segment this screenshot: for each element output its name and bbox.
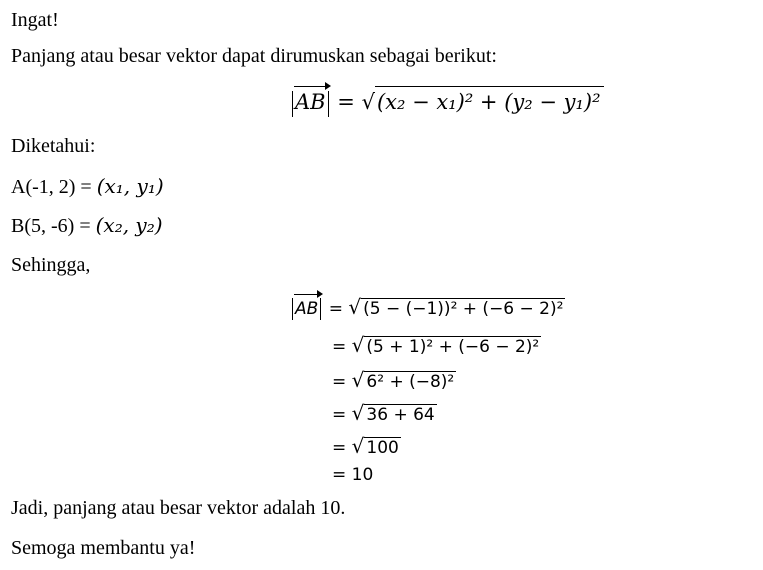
point-b-line [11, 213, 163, 238]
closing: Semoga membantu ya! [11, 537, 196, 559]
calc-step-3: = √ 6² + (−8)² [332, 368, 455, 392]
point-a-coords: (x₁, y₁) [96, 174, 164, 198]
vector-ab-label: AB [295, 87, 326, 117]
point-b-coords: (x₂, y₂) [95, 213, 163, 237]
so-label: Sehingga, [11, 254, 91, 276]
calc-step-1: AB = √ (5 − (−1))² + (−6 − 2)² [290, 292, 565, 324]
point-b-text: B(5, -6) = [11, 215, 91, 237]
intro-sentence: Panjang atau besar vektor dapat dirumuskan sebagai berikut: [11, 45, 497, 67]
point-a-text: A(-1, 2) = [11, 176, 92, 198]
point-a-line [11, 174, 164, 199]
calc-step-5: = √ 100 [332, 434, 399, 458]
calc-step-4: = √ 36 + 64 [332, 401, 435, 425]
calc-vector-ab: AB [295, 294, 318, 324]
given-label: Diketahui: [11, 135, 96, 157]
formula-radicand: (x₂ − x₁)² + (y₂ − y₁)² [375, 86, 604, 117]
conclusion: Jadi, panjang atau besar vektor adalah 10. [11, 497, 346, 519]
heading-ingat: Ingat! [11, 9, 59, 31]
calc-step-6: = 10 [332, 465, 374, 485]
calc-step-2: = √ (5 + 1)² + (−6 − 2)² [332, 333, 540, 357]
vector-length-formula: AB = √(x₂ − x₁)² + (y₂ − y₁)² [290, 86, 604, 117]
